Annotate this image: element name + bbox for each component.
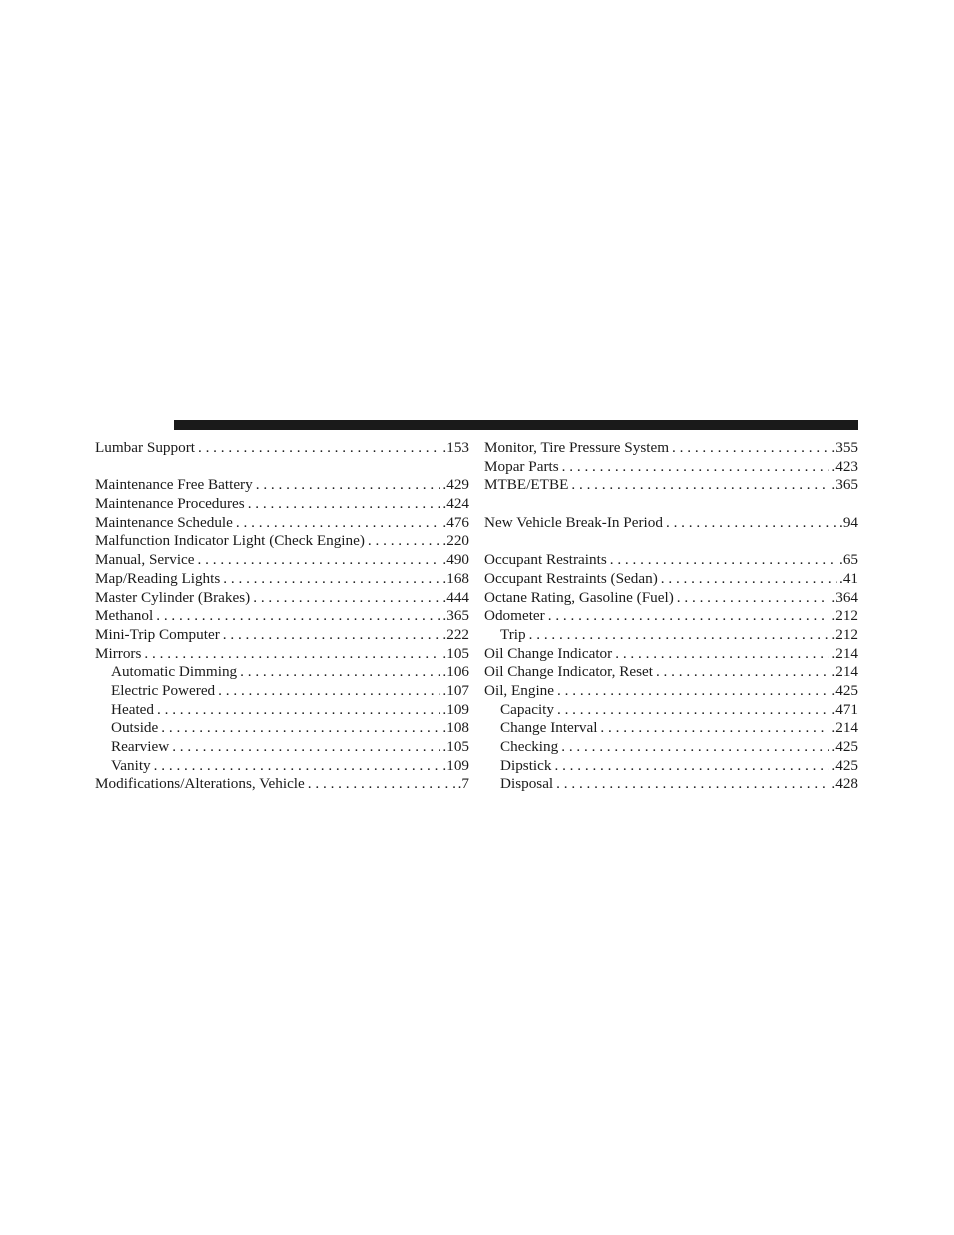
page-number: .214 — [831, 663, 858, 681]
index-term: Mini-Trip Computer — [95, 625, 220, 643]
dot-leader — [223, 570, 440, 589]
index-subentry — [95, 757, 469, 776]
dot-leader — [554, 757, 829, 776]
index-entry — [484, 439, 858, 458]
page-number: .365 — [442, 607, 469, 625]
index-entry — [484, 551, 858, 570]
index-entry — [95, 645, 469, 664]
index-entry — [484, 682, 858, 701]
dot-leader — [556, 775, 829, 794]
index-entry — [95, 626, 469, 645]
page-number: .471 — [831, 700, 858, 718]
index-subentry — [484, 775, 858, 794]
index-term: Change Interval — [500, 719, 598, 737]
index-term: Rearview — [111, 738, 170, 755]
index-gap — [95, 458, 469, 477]
index-entry — [95, 495, 469, 514]
index-term: Manual, Service — [95, 551, 195, 569]
dot-leader — [557, 682, 829, 701]
index-term: Trip — [500, 625, 526, 643]
index-entry — [95, 532, 469, 551]
index-entry — [95, 775, 469, 794]
dot-leader — [161, 719, 440, 738]
dot-leader — [218, 682, 440, 701]
index-entry — [95, 439, 469, 458]
page-number: .423 — [831, 457, 858, 475]
dot-leader — [154, 757, 441, 776]
dot-leader — [672, 439, 829, 458]
page-number: .214 — [831, 719, 858, 737]
page-number: .476 — [442, 513, 469, 531]
dot-leader — [248, 495, 441, 514]
index-term: Maintenance Procedures — [95, 495, 245, 513]
index-entry — [484, 589, 858, 608]
index-entry — [484, 570, 858, 589]
index-term: Maintenance Schedule — [95, 513, 233, 531]
page-number: .429 — [442, 476, 469, 494]
page-number: .94 — [839, 513, 858, 531]
index-term: Maintenance Free Battery — [95, 476, 253, 494]
page-number: .106 — [442, 663, 469, 681]
index-term: Disposal — [500, 775, 554, 793]
index-term: Oil, Engine — [484, 681, 555, 699]
index-subentry — [484, 626, 858, 645]
index-column-right — [484, 439, 858, 794]
index-subentry — [484, 757, 858, 776]
index-gap — [484, 532, 858, 551]
page-number: .7 — [457, 775, 469, 793]
dot-leader — [157, 701, 440, 720]
dot-leader — [198, 439, 440, 458]
dot-leader — [666, 514, 837, 533]
page-number: .355 — [831, 439, 858, 456]
index-entry — [484, 607, 858, 626]
index-subentry — [484, 701, 858, 720]
dot-leader — [615, 645, 829, 664]
index-term: Automatic Dimming — [111, 663, 238, 681]
dot-leader — [661, 570, 837, 589]
page-number: .105 — [442, 644, 469, 662]
dot-leader — [677, 589, 830, 608]
dot-leader — [600, 719, 829, 738]
index-entry — [95, 476, 469, 495]
dot-leader — [253, 589, 440, 608]
index-entry — [95, 551, 469, 570]
page-number: .490 — [442, 551, 469, 569]
dot-leader — [308, 775, 456, 794]
page-number: .107 — [442, 681, 469, 699]
index-entry — [95, 589, 469, 608]
index-term: Checking — [500, 738, 559, 755]
dot-leader — [236, 514, 441, 533]
page-number: .365 — [831, 476, 858, 494]
index-column-left — [95, 439, 469, 794]
index-term: Dipstick — [500, 756, 552, 774]
index-term: New Vehicle Break-In Period — [484, 513, 663, 531]
dot-leader — [368, 532, 441, 551]
dot-leader — [571, 476, 829, 495]
index-term: Heated — [111, 700, 155, 718]
page-number: .214 — [831, 644, 858, 662]
dot-leader — [198, 551, 441, 570]
page-number: .425 — [831, 681, 858, 699]
dot-leader — [256, 476, 441, 495]
index-term: Lumbar Support — [95, 439, 195, 456]
page-number: .109 — [442, 700, 469, 718]
index-term: Oil Change Indicator, Reset — [484, 663, 653, 681]
index-term: Electric Powered — [111, 681, 216, 699]
index-entry — [95, 514, 469, 533]
index-entry — [95, 607, 469, 626]
page-number: .364 — [831, 588, 858, 606]
index-entry — [484, 458, 858, 477]
index-entry — [95, 570, 469, 589]
page-number: .425 — [831, 756, 858, 774]
dot-leader — [610, 551, 837, 570]
dot-leader — [562, 458, 830, 477]
index-term: Occupant Restraints (Sedan) — [484, 569, 658, 587]
dot-leader — [156, 607, 440, 626]
page-number: .220 — [442, 532, 469, 550]
page-number: .428 — [831, 775, 858, 793]
index-subentry — [484, 738, 858, 757]
dot-leader — [223, 626, 441, 645]
page-number: .425 — [831, 738, 858, 755]
index-term: Monitor, Tire Pressure System — [484, 439, 670, 456]
index-subentry — [95, 738, 469, 757]
index-term: Vanity — [111, 756, 151, 774]
index-subentry — [95, 682, 469, 701]
index-subentry — [95, 663, 469, 682]
index-term: Occupant Restraints — [484, 551, 607, 569]
page-number: .41 — [839, 569, 858, 587]
dot-leader — [144, 645, 440, 664]
index-term: Mirrors — [95, 644, 142, 662]
page-number: .65 — [839, 551, 858, 569]
index-term: Modifications/Alterations, Vehicle — [95, 775, 305, 793]
index-subentry — [95, 701, 469, 720]
index-term: Capacity — [500, 700, 554, 718]
page-number: .105 — [442, 738, 469, 755]
index-term: Mopar Parts — [484, 457, 559, 475]
index-entry — [484, 663, 858, 682]
dot-leader — [557, 701, 829, 720]
header-rule — [174, 420, 858, 430]
page-number: .168 — [442, 569, 469, 587]
page-number: .108 — [442, 719, 469, 737]
index-gap — [484, 495, 858, 514]
index-term: Malfunction Indicator Light (Check Engine) — [95, 532, 365, 550]
index-term: Map/Reading Lights — [95, 569, 221, 587]
index-term: Octane Rating, Gasoline (Fuel) — [484, 588, 674, 606]
dot-leader — [656, 663, 829, 682]
index-entry — [484, 476, 858, 495]
index-term: Outside — [111, 719, 159, 737]
index-term: Master Cylinder (Brakes) — [95, 588, 251, 606]
page-number: .444 — [442, 588, 469, 606]
index-subentry — [95, 719, 469, 738]
page-number: .109 — [442, 756, 469, 774]
index-term: Oil Change Indicator — [484, 644, 613, 662]
dot-leader — [172, 738, 440, 757]
dot-leader — [529, 626, 830, 645]
index-entry — [484, 514, 858, 533]
index-entry — [484, 645, 858, 664]
index-term: Odometer — [484, 607, 545, 625]
page-number: .212 — [831, 607, 858, 625]
dot-leader — [561, 738, 829, 757]
page-number: .153 — [442, 439, 469, 456]
page-number: .424 — [442, 495, 469, 513]
page-number: .222 — [442, 625, 469, 643]
index-term: Methanol — [95, 607, 154, 625]
index-subentry — [484, 719, 858, 738]
page-number: .212 — [831, 625, 858, 643]
dot-leader — [240, 663, 440, 682]
index-term: MTBE/ETBE — [484, 476, 569, 494]
dot-leader — [548, 607, 830, 626]
